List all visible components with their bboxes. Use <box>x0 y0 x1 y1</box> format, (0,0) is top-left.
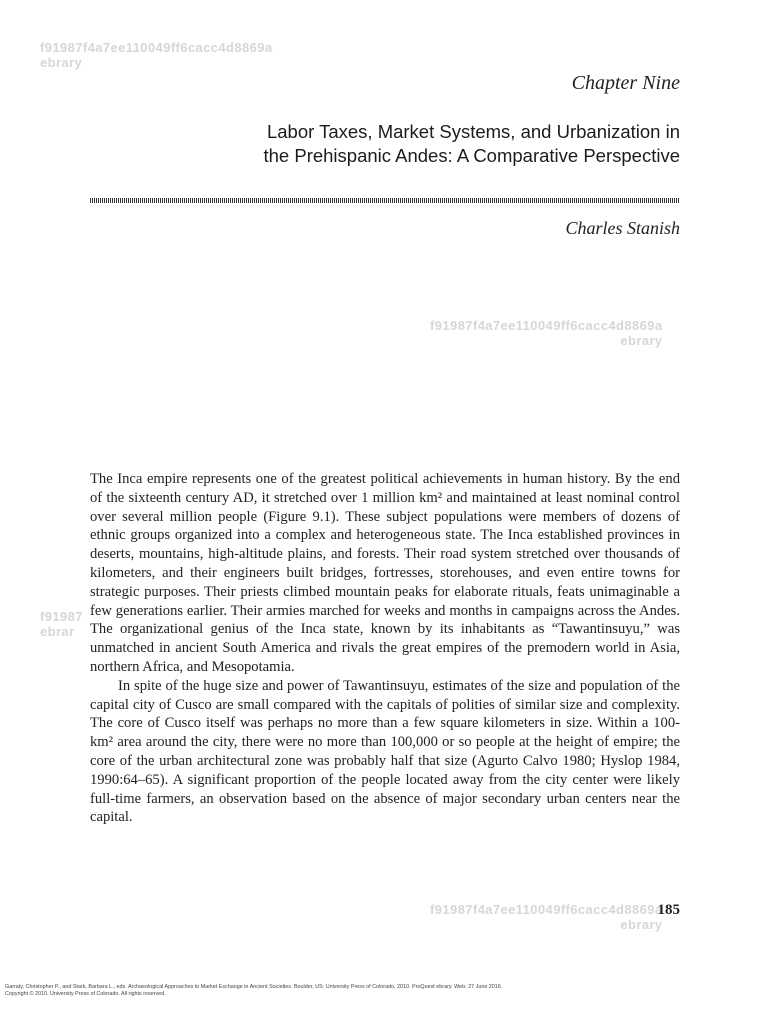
body-text <box>90 470 680 827</box>
watermark-brand: ebrary <box>620 917 663 932</box>
paragraph-1: The Inca empire represents one of the greatest political achievements in human history. By the end of the sixteenth century AD, it stretched over 1 million km² and maintained at least nominal control over several million people (Figure 9.1). These subject populations were members of dozens of ethnic groups organized into a complex and heterogeneous state. The Inca established provinces in deserts, mountains, high-altitude plains, and forests. Their road system stretched over thousands of kilometers, and their engineers built bridges, fortresses, storehouses, and even entire towns for strategic purposes. Their priests climbed mountain peaks for elaborate rituals, feats unimaginable a few generations earlier. Their armies marched for weeks and months in campaigns across the Andes. The organizational genius of the Inca state, known by its inhabitants as “Tawantinsuyu,” was unmatched in ancient South America and rivals the great empires of the premodern world in Asia, northern Africa, and Mesopotamia. <box>90 471 680 675</box>
footer-citation: Garraty, Christopher P., and Stark, Barbara L., eds. Archaeological Approaches to Market Exchange in Ancient Societies. Boulder, US: University Press of Colorado, 2010. ProQuest ebrary. Web. 27 June 2016. <box>5 984 503 990</box>
watermark-id: f91987f4a7ee110049ff6cacc4d8869a <box>40 40 273 55</box>
paragraph-2: In spite of the huge size and power of Tawantinsuyu, estimates of the size and population of the capital city of Cusco are small compared with the capitals of polities of similar size and complexity. The core of Cusco itself was perhaps no more than a few square kilometers in size. Within a 100-km² area around the city, there were no more than 100,000 or so people at the height of empire; the core of the urban architectural zone was probably half that size (Agurto Calvo 1980; Hyslop 1984, 1990:64–65). A significant proportion of the people located away from the city center were likely full-time farmers, an observation based on the absence of major secondary urban centers near the capital. <box>90 677 680 826</box>
author-name: Charles Stanish <box>565 218 680 238</box>
watermark-top <box>40 40 273 70</box>
chapter-label: Chapter Nine <box>571 72 680 94</box>
chapter-title-line-2: the Prehispanic Andes: A Comparative Perspective <box>263 145 680 166</box>
watermark-id: f91987f4a7ee110049ff6cacc4d8869a <box>430 318 663 333</box>
watermark-brand-partial: ebrar <box>40 624 75 639</box>
watermark-bottom <box>430 902 663 932</box>
watermark-id-partial: f91987 <box>40 609 83 624</box>
watermark-left-partial <box>40 609 83 639</box>
chapter-title <box>160 120 680 168</box>
title-divider <box>90 198 680 203</box>
watermark-brand: ebrary <box>620 333 663 348</box>
page-number: 185 <box>657 902 680 918</box>
watermark-brand: ebrary <box>40 55 83 70</box>
watermark-id: f91987f4a7ee110049ff6cacc4d8869a <box>430 902 663 917</box>
chapter-title-line-1: Labor Taxes, Market Systems, and Urbanization in <box>266 121 680 142</box>
watermark-middle <box>430 318 663 348</box>
footer-copyright: Copyright © 2010. University Press of Colorado. All rights reserved. <box>5 990 166 997</box>
footer <box>5 984 625 997</box>
